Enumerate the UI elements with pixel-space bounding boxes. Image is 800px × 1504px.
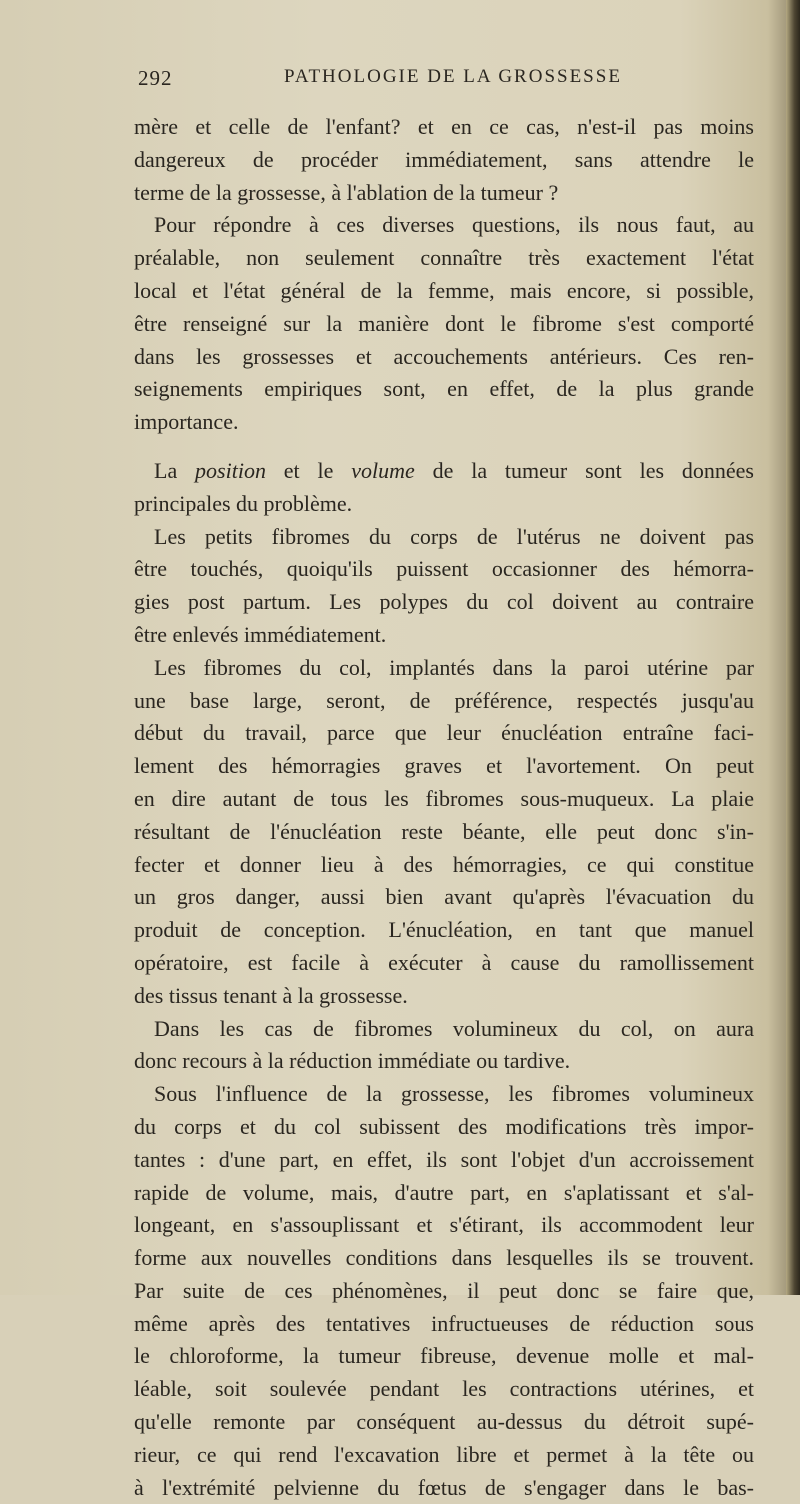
text-line: Les fibromes du col, implantés dans la paroi utérine par: [154, 654, 754, 680]
text-line: terme de la grossesse, à l'ablation de la tumeur ?: [134, 179, 559, 205]
text-line: une base large, seront, de préférence, respectés jusqu'au: [134, 687, 754, 713]
text-line: produit de conception. L'énucléation, en tant que manuel: [134, 917, 754, 943]
text-line: être enlevés immédiatement.: [134, 621, 387, 647]
text-line: début du travail, parce que leur énucléation entraîne faci-: [134, 720, 754, 746]
text-line: le chloroforme, la tumeur fibreuse, devenue molle et mal-: [134, 1343, 754, 1369]
text-line: à l'extrémité pelvienne du fœtus de s'engager dans le bas-: [134, 1474, 754, 1500]
text-line: Sous l'influence de la grossesse, les fibromes volumineux: [154, 1081, 754, 1107]
text-line: qu'elle remonte par conséquent au-dessus du détroit supé-: [134, 1409, 754, 1435]
text-line: Dans les cas de fibromes volumineux du col, on aura: [154, 1015, 754, 1041]
text-line: même après des tentatives infructueuses de réduction sous: [134, 1310, 754, 1336]
text-line: Les petits fibromes du corps de l'utérus ne doivent pas: [154, 523, 754, 549]
text-line: rieur, ce qui rend l'excavation libre et permet à la tête ou: [134, 1441, 754, 1467]
italic-term-volume: volume: [351, 457, 415, 483]
text-line: du corps et du col subissent des modifications très impor-: [134, 1113, 754, 1139]
text-line: préalable, non seulement connaître très exactement l'état: [134, 245, 754, 271]
text-line: rapide de volume, mais, d'autre part, en s'aplatissant et s'al-: [134, 1179, 754, 1205]
text-line: local et l'état général de la femme, mais encore, si possible,: [134, 277, 754, 303]
text-line: lement des hémorragies graves et l'avortement. On peut: [134, 753, 754, 779]
text-line: un gros danger, aussi bien avant qu'après l'évacuation du: [134, 884, 754, 910]
page-edge: [786, 0, 800, 1295]
text-run: La: [154, 457, 196, 483]
text-line: principales du problème.: [134, 490, 353, 516]
body-text: [134, 111, 754, 1504]
text-line: tantes : d'une part, en effet, ils sont l'objet d'un accroissement: [134, 1146, 754, 1172]
text-line: mère et celle de l'enfant? et en ce cas, n'est-il pas moins: [134, 114, 754, 139]
text-line: être touchés, quoiqu'ils puissent occasionner des hémorra-: [134, 556, 754, 582]
text-line: des tissus tenant à la grossesse.: [134, 982, 408, 1008]
text-line: importance.: [134, 409, 239, 435]
page-number: 292: [138, 66, 173, 90]
text-line: léable, soit soulevée pendant les contractions utérines, et: [134, 1376, 754, 1402]
text-line: seignements empiriques sont, en effet, de la plus grande: [134, 376, 754, 402]
page-header: [138, 66, 758, 96]
text-line: fecter et donner lieu à des hémorragies, ce qui constitue: [134, 851, 754, 877]
text-line: dangereux de procéder immédiatement, sans attendre le: [134, 146, 754, 172]
text-line: en dire autant de tous les fibromes sous-muqueux. La plaie: [134, 785, 754, 811]
text-line: longeant, en s'assouplissant et s'étirant, ils accommodent leur: [134, 1212, 754, 1238]
italic-term-position: position: [195, 457, 266, 483]
text-run: et le: [265, 457, 352, 483]
running-head: PATHOLOGIE DE LA GROSSESSE: [284, 66, 622, 87]
text-run: de la tumeur sont les données: [414, 457, 754, 483]
text-line: gies post partum. Les polypes du col doivent au contraire: [134, 589, 754, 615]
text-line: opératoire, est facile à exécuter à cause du ramollissement: [134, 949, 754, 975]
text-line: Pour répondre à ces diverses questions, ils nous faut, au: [154, 212, 754, 238]
text-line: être renseigné sur la manière dont le fibrome s'est comporté: [134, 310, 754, 336]
text-line: forme aux nouvelles conditions dans lesquelles ils se trouvent.: [134, 1245, 754, 1271]
text-line: résultant de l'énucléation reste béante, elle peut donc s'in-: [134, 818, 754, 844]
text-line: dans les grossesses et accouchements antérieurs. Ces ren-: [134, 343, 754, 369]
text-line: Par suite de ces phénomènes, il peut donc se faire que,: [134, 1277, 754, 1303]
text-line: donc recours à la réduction immédiate ou tardive.: [134, 1048, 571, 1074]
text-line-emphasis: [134, 455, 754, 488]
paragraph-gap: [134, 439, 754, 455]
